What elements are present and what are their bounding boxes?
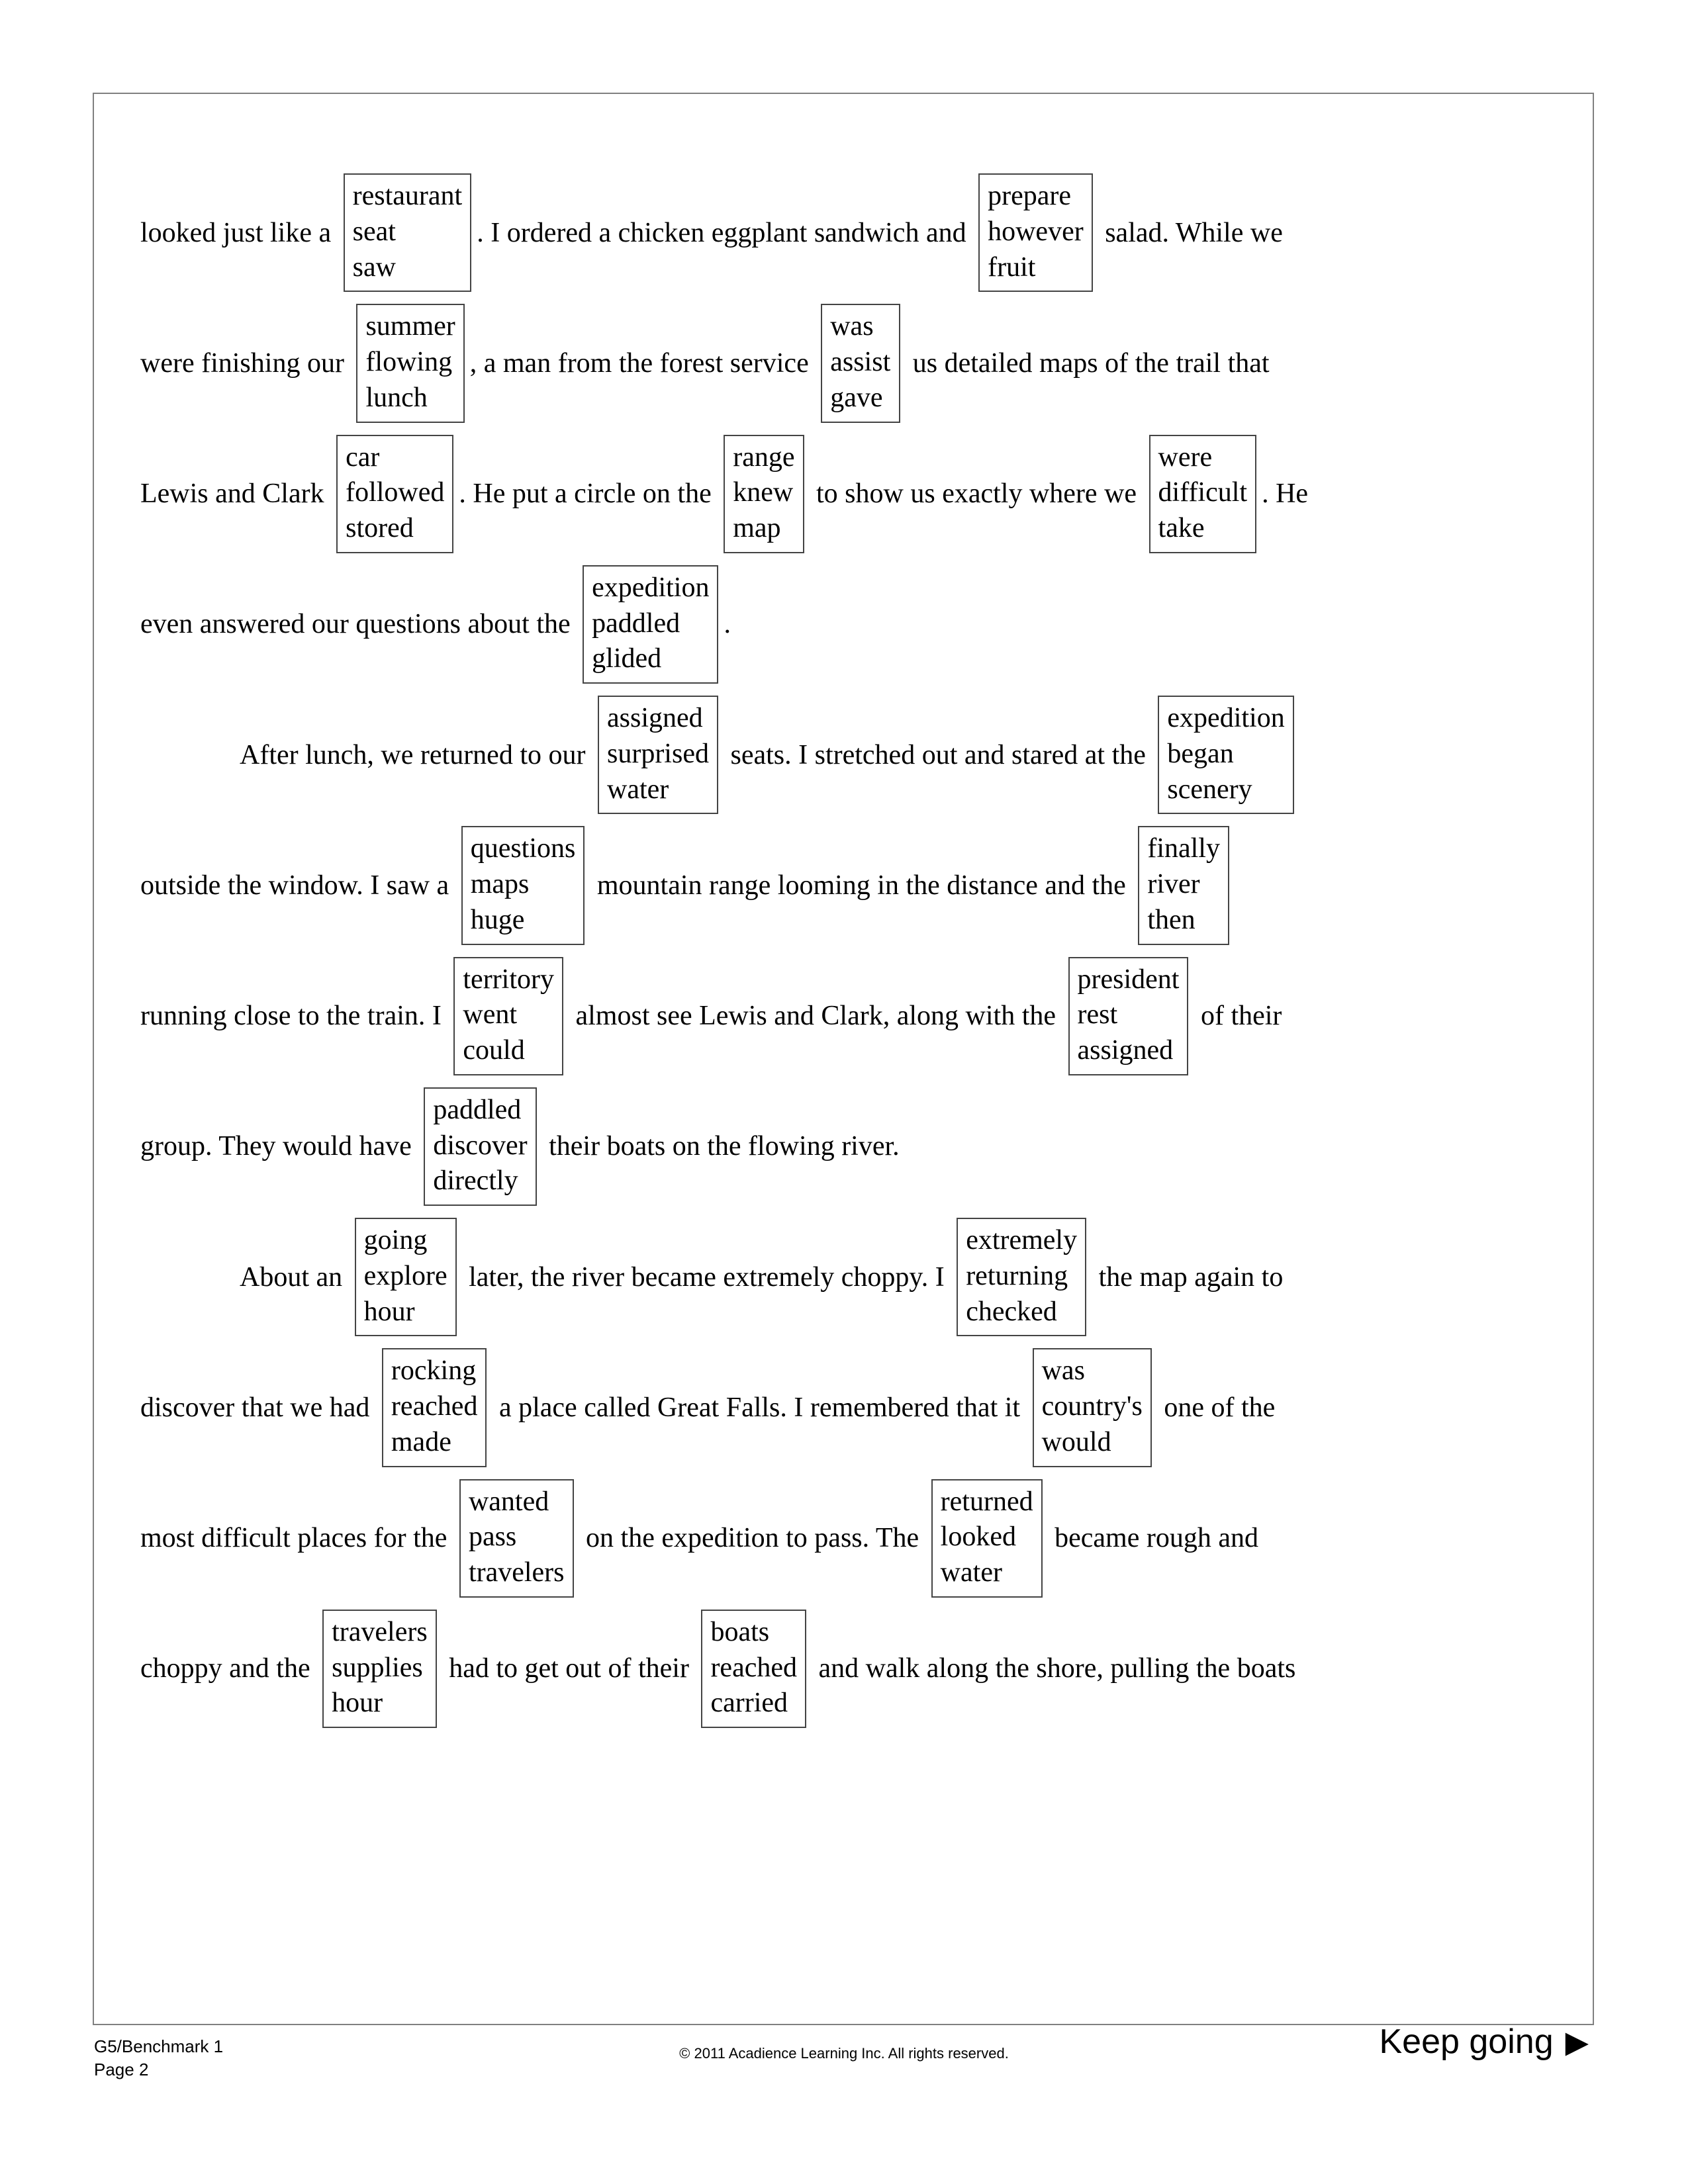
maze-choice-option[interactable]: carried bbox=[710, 1688, 788, 1719]
maze-choice-box[interactable] bbox=[978, 173, 1093, 292]
maze-choice-option[interactable]: surprised bbox=[606, 738, 709, 769]
passage-line bbox=[140, 957, 1566, 1075]
maze-choice-option[interactable]: expedition bbox=[592, 572, 710, 603]
maze-choice-box[interactable] bbox=[382, 1348, 487, 1467]
passage-text: had to get out of their bbox=[442, 1653, 696, 1684]
passage-text: seats. I stretched out and stared at the bbox=[723, 739, 1153, 770]
passage-text: looked just like a bbox=[140, 217, 338, 248]
passage-text: and walk along the shore, pulling the boats bbox=[812, 1653, 1296, 1684]
passage-text: . bbox=[724, 609, 731, 640]
passage-text: . He put a circle on the bbox=[459, 478, 719, 510]
maze-choice-option[interactable]: began bbox=[1167, 738, 1234, 769]
passage-line bbox=[140, 1479, 1566, 1598]
passage-text: outside the window. I saw a bbox=[140, 870, 456, 901]
maze-choice-option[interactable]: range bbox=[733, 441, 795, 473]
maze-choice-option[interactable]: however bbox=[988, 216, 1084, 247]
maze-choice-option[interactable]: finally bbox=[1147, 833, 1220, 864]
passage-text: salad. While we bbox=[1098, 217, 1283, 248]
passage-line bbox=[140, 1218, 1566, 1336]
maze-choice-option[interactable]: travelers bbox=[332, 1616, 428, 1647]
maze-choice-box[interactable] bbox=[583, 565, 718, 684]
passage-line bbox=[140, 826, 1566, 944]
passage-text: . I ordered a chicken eggplant sandwich and bbox=[477, 217, 974, 248]
maze-choice-option[interactable]: hour bbox=[363, 1296, 415, 1327]
maze-choice-option[interactable]: could bbox=[463, 1035, 525, 1066]
maze-choice-option[interactable]: expedition bbox=[1167, 703, 1285, 733]
passage-text: one of the bbox=[1156, 1392, 1276, 1423]
maze-choice-box[interactable] bbox=[1033, 1348, 1152, 1467]
passage-line bbox=[140, 1610, 1566, 1728]
maze-choice-box[interactable] bbox=[821, 304, 900, 422]
maze-choice-box[interactable] bbox=[461, 826, 585, 944]
keep-going-label: Keep going bbox=[1379, 2023, 1554, 2061]
maze-choice-option[interactable]: glided bbox=[592, 643, 662, 674]
maze-choice-option[interactable]: assist bbox=[830, 347, 891, 377]
maze-choice-option[interactable]: rest bbox=[1077, 999, 1118, 1030]
maze-choice-option[interactable]: pass bbox=[468, 1522, 517, 1553]
maze-choice-option[interactable]: restaurant bbox=[352, 181, 463, 211]
passage-text: on the expedition to pass. The bbox=[579, 1523, 926, 1554]
passage-text: almost see Lewis and Clark, along with the bbox=[569, 1001, 1063, 1032]
maze-choice-option[interactable]: country's bbox=[1041, 1391, 1143, 1422]
passage-line bbox=[140, 1087, 1566, 1206]
maze-choice-option[interactable]: wanted bbox=[468, 1486, 549, 1517]
maze-choice-option[interactable]: seat bbox=[352, 216, 396, 247]
maze-choice-option[interactable]: was bbox=[830, 311, 874, 342]
maze-choice-box[interactable] bbox=[322, 1610, 437, 1728]
maze-choice-option[interactable]: going bbox=[363, 1225, 428, 1255]
maze-choice-option[interactable]: saw bbox=[352, 251, 396, 283]
passage-text: were finishing our bbox=[140, 347, 352, 379]
maze-choice-option[interactable]: discover bbox=[433, 1130, 528, 1161]
passage-text: Lewis and Clark bbox=[140, 478, 332, 510]
passage-text: discover that we had bbox=[140, 1392, 377, 1423]
passage-text: running close to the train. I bbox=[140, 1001, 449, 1032]
right-arrow-icon: ▶ bbox=[1565, 2025, 1589, 2059]
passage-text: . He bbox=[1262, 478, 1309, 510]
maze-choice-option[interactable]: made bbox=[391, 1426, 451, 1457]
maze-choice-option[interactable]: gave bbox=[830, 382, 883, 413]
maze-choice-option[interactable]: looked bbox=[940, 1522, 1016, 1553]
maze-choice-option[interactable]: supplies bbox=[332, 1652, 423, 1683]
maze-choice-box[interactable] bbox=[336, 435, 453, 553]
maze-choice-option[interactable]: take bbox=[1158, 513, 1205, 543]
maze-choice-option[interactable]: car bbox=[346, 441, 380, 473]
maze-choice-option[interactable]: president bbox=[1077, 964, 1180, 995]
footer-benchmark-label: G5/Benchmark 1 bbox=[94, 2036, 224, 2056]
maze-choice-box[interactable] bbox=[424, 1087, 536, 1206]
maze-choice-option[interactable]: boats bbox=[710, 1616, 770, 1647]
passage-text: the map again to bbox=[1092, 1261, 1284, 1293]
maze-choice-option[interactable]: huge bbox=[470, 904, 525, 935]
maze-choice-box[interactable] bbox=[356, 304, 464, 422]
maze-choice-option[interactable]: was bbox=[1041, 1355, 1085, 1387]
passage-text: About an bbox=[240, 1261, 350, 1293]
passage-line bbox=[140, 173, 1566, 292]
maze-choice-option[interactable]: were bbox=[1158, 441, 1213, 473]
maze-choice-option[interactable]: hour bbox=[332, 1688, 383, 1719]
maze-choice-option[interactable]: scenery bbox=[1167, 774, 1252, 805]
passage-text: After lunch, we returned to our bbox=[240, 739, 592, 770]
maze-choice-box[interactable] bbox=[344, 173, 472, 292]
passage-text: , a man from the forest service bbox=[469, 347, 816, 379]
passage-text: became rough and bbox=[1047, 1523, 1258, 1554]
maze-choice-option[interactable]: knew bbox=[733, 477, 794, 508]
maze-choice-option[interactable]: returning bbox=[966, 1260, 1068, 1291]
maze-choice-box[interactable] bbox=[957, 1218, 1086, 1336]
maze-choice-option[interactable]: summer bbox=[365, 311, 455, 342]
maze-choice-option[interactable]: stored bbox=[346, 513, 414, 543]
passage-line bbox=[140, 565, 1566, 684]
maze-choice-box[interactable] bbox=[701, 1610, 806, 1728]
maze-choice-option[interactable]: extremely bbox=[966, 1225, 1078, 1255]
maze-choice-option[interactable]: flowing bbox=[365, 347, 453, 377]
maze-choice-option[interactable]: lunch bbox=[365, 382, 428, 413]
passage-line bbox=[140, 1348, 1566, 1467]
maze-choice-option[interactable]: territory bbox=[463, 964, 554, 995]
maze-choice-option[interactable]: paddled bbox=[592, 608, 680, 639]
maze-choice-option[interactable]: maps bbox=[470, 869, 530, 899]
passage-text: of their bbox=[1194, 1001, 1282, 1032]
passage-text: later, the river became extremely choppy. I bbox=[461, 1261, 952, 1293]
maze-choice-option[interactable]: prepare bbox=[988, 181, 1071, 211]
keep-going-indicator bbox=[1379, 2022, 1589, 2062]
passage-text: even answered our questions about the bbox=[140, 609, 578, 640]
maze-choice-option[interactable]: reached bbox=[391, 1391, 478, 1422]
maze-choice-box[interactable] bbox=[1138, 826, 1229, 944]
maze-choice-box[interactable] bbox=[724, 435, 804, 553]
passage-line bbox=[140, 696, 1566, 814]
maze-choice-option[interactable]: questions bbox=[470, 833, 576, 864]
maze-choice-box[interactable] bbox=[453, 957, 563, 1075]
maze-choice-option[interactable]: water bbox=[606, 774, 669, 805]
maze-choice-option[interactable]: travelers bbox=[468, 1557, 565, 1588]
maze-choice-box[interactable] bbox=[931, 1479, 1043, 1598]
maze-choice-option[interactable]: difficult bbox=[1158, 477, 1248, 508]
maze-choice-option[interactable]: followed bbox=[346, 477, 445, 508]
maze-choice-option[interactable]: assigned bbox=[1077, 1035, 1174, 1066]
passage-line bbox=[140, 435, 1566, 553]
passage-text: us detailed maps of the trail that bbox=[906, 347, 1270, 379]
passage-text: choppy and the bbox=[140, 1653, 318, 1684]
maze-choice-option[interactable]: reached bbox=[710, 1652, 797, 1683]
footer-page-number: Page 2 bbox=[94, 2060, 149, 2080]
maze-choice-option[interactable]: explore bbox=[363, 1260, 447, 1291]
maze-choice-box[interactable] bbox=[1149, 435, 1257, 553]
passage-text: a place called Great Falls. I remembered that it bbox=[492, 1392, 1027, 1423]
passage-text: their boats on the flowing river. bbox=[541, 1131, 900, 1162]
worksheet-page bbox=[93, 93, 1594, 2025]
maze-choice-option[interactable]: fruit bbox=[988, 251, 1036, 283]
passage-body bbox=[140, 173, 1566, 1740]
passage-text: to show us exactly where we bbox=[809, 478, 1144, 510]
footer-copyright: © 2011 Acadience Learning Inc. All rights reserved. bbox=[679, 2045, 1009, 2062]
passage-text: most difficult places for the bbox=[140, 1523, 454, 1554]
maze-choice-box[interactable] bbox=[1068, 957, 1189, 1075]
maze-choice-option[interactable]: paddled bbox=[433, 1094, 522, 1125]
maze-choice-option[interactable]: would bbox=[1041, 1426, 1111, 1457]
maze-choice-option[interactable]: directly bbox=[433, 1165, 518, 1197]
maze-choice-option[interactable]: went bbox=[463, 999, 518, 1030]
maze-choice-option[interactable]: map bbox=[733, 513, 781, 543]
passage-text: mountain range looming in the distance and the bbox=[590, 870, 1133, 901]
maze-choice-option[interactable]: returned bbox=[940, 1486, 1033, 1517]
maze-choice-box[interactable] bbox=[598, 696, 718, 814]
maze-choice-option[interactable]: rocking bbox=[391, 1355, 477, 1387]
maze-choice-option[interactable]: river bbox=[1147, 869, 1200, 899]
maze-choice-option[interactable]: assigned bbox=[606, 703, 703, 733]
passage-text: group. They would have bbox=[140, 1131, 419, 1162]
maze-choice-box[interactable] bbox=[459, 1479, 574, 1598]
maze-choice-box[interactable] bbox=[1158, 696, 1293, 814]
maze-choice-option[interactable]: water bbox=[940, 1557, 1002, 1588]
maze-choice-option[interactable]: checked bbox=[966, 1296, 1057, 1327]
passage-line bbox=[140, 304, 1566, 422]
maze-choice-box[interactable] bbox=[355, 1218, 457, 1336]
maze-choice-option[interactable]: then bbox=[1147, 904, 1196, 935]
